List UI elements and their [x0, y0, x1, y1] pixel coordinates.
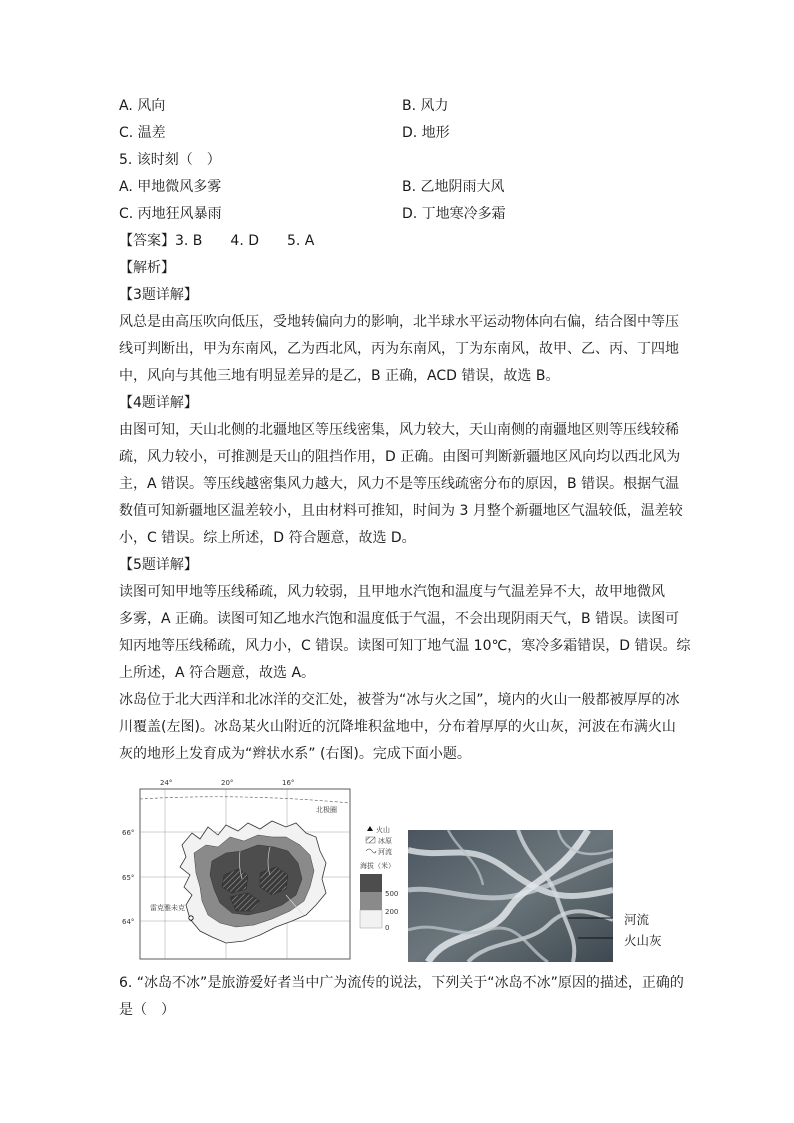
q6-line-2: 是（ ）: [119, 1002, 175, 1018]
answer-line: 【答案】3. B 4. D 5. A: [119, 233, 315, 249]
d5-line-3: 知丙地等压线稀疏，风力小，C 错误。读图可知丁地气温 10℃，寒冷多霜错误，D 错误。综: [119, 638, 691, 654]
q4-option-d: D. 地形: [402, 125, 450, 141]
river-legend-line: [366, 849, 376, 853]
elevation-swatch-high: [360, 874, 382, 892]
glacier-legend-swatch: [366, 837, 375, 843]
braided-river-photo: [408, 830, 613, 962]
q5-stem: 5. 该时刻（ ）: [119, 152, 221, 168]
q5-option-b: B. 乙地阴雨大风: [402, 179, 505, 195]
d5-line-2: 多雾，A 正确。读图可知乙地水汽饱和温度低于气温，不会出现阴雨天气，B 错误。读图可: [119, 611, 680, 627]
d4-line-4: 数值可知新疆地区温差较小，且由材料可推知，时间为 3 月整个新疆地区气温较低，温差较: [119, 503, 683, 519]
d4-line-3: 主，A 错误。等压线越密集风力越大，风力不是等压线疏密分布的原因，B 错误。根据气温: [119, 476, 680, 492]
q5-option-d: D. 丁地寒冷多霜: [402, 206, 506, 222]
q6-line-1: 6. “冰岛不冰”是旅游爱好者当中广为流传的说法，下列关于“冰岛不冰”原因的描述，正确的: [119, 975, 684, 991]
d5-heading: 【5题详解】: [119, 557, 198, 573]
lat-label-65: 65°: [122, 874, 135, 882]
intro-line-3: 灰的地形上发育成为“辫状水系” (右图)。完成下面小题。: [119, 746, 471, 762]
d5-line-1: 读图可知甲地等压线稀疏，风力较弱，且甲地水汽饱和温度与气温差异不大，故甲地微风: [119, 584, 665, 600]
lon-label-16: 16°: [282, 779, 295, 787]
d5-line-4: 上所述，A 符合题意，故选 A。: [119, 665, 316, 681]
legend-elevation-title: 海拔（米）: [360, 862, 395, 870]
legend-volcano-label: 火山: [376, 826, 390, 834]
q4-option-c: C. 温差: [119, 125, 166, 141]
intro-line-2: 川覆盖(左图)。冰岛某火山附近的沉降堆积盆地中，分布着厚厚的火山灰，河波在布满火山: [119, 719, 676, 735]
iceland-map-figure: [120, 775, 420, 965]
elevation-swatch-low: [360, 910, 382, 928]
d4-line-5: 小，C 错误。综上所述，D 符合题意，故选 D。: [119, 530, 416, 546]
d3-line-1: 风总是由高压吹向低压，受地转偏向力的影响，北半球水平运动物体向右偏，结合图中等压: [119, 314, 679, 330]
lon-label-24: 24°: [160, 779, 173, 787]
elevation-swatch-mid: [360, 892, 382, 910]
q4-option-a: A. 风向: [119, 98, 166, 114]
d3-line-2: 线可判断出，甲为东南风，乙为西北风，丙为东南风，丁为东南风，故甲、乙、丙、丁四地: [119, 341, 679, 357]
lat-label-64: 64°: [122, 918, 135, 926]
q4-option-b: B. 风力: [402, 98, 449, 114]
legend-river-label: 河流: [378, 848, 392, 856]
d3-line-3: 中，风向与其他三地有明显差异的是乙，B 正确，ACD 错误，故选 B。: [119, 368, 560, 384]
d4-heading: 【4题详解】: [119, 395, 198, 411]
lat-label-66: 66°: [122, 829, 135, 837]
d3-heading: 【3题详解】: [119, 287, 198, 303]
photo-label-river: 河流: [624, 912, 650, 927]
intro-line-1: 冰岛位于北大西洋和北冰洋的交汇处，被誉为“冰与火之国”，境内的火山一般都被厚厚的冰: [119, 692, 680, 708]
legend-glacier-label: 冰原: [378, 837, 392, 845]
elevation-value-500: 500: [385, 890, 399, 898]
photo-label-ash: 火山灰: [624, 933, 662, 948]
elevation-value-0: 0: [385, 924, 390, 932]
analysis-heading: 【解析】: [119, 260, 175, 276]
d4-line-1: 由图可知，天山北侧的北疆地区等压线密集，风力较大，天山南侧的南疆地区则等压线较稀: [119, 422, 679, 438]
d4-line-2: 疏，风力较小，可推测是天山的阻挡作用，D 正确。由图可判断新疆地区风向均以西北风为: [119, 449, 681, 465]
q5-option-c: C. 丙地狂风暴雨: [119, 206, 222, 222]
capital-marker: [189, 916, 193, 920]
q5-option-a: A. 甲地微风多雾: [119, 179, 222, 195]
arctic-circle-label: 北极圈: [316, 806, 337, 814]
capital-label: 雷克雅未克: [150, 904, 185, 912]
elevation-value-200: 200: [385, 908, 399, 916]
lon-label-20: 20°: [221, 779, 234, 787]
volcano-icon: [367, 826, 373, 831]
